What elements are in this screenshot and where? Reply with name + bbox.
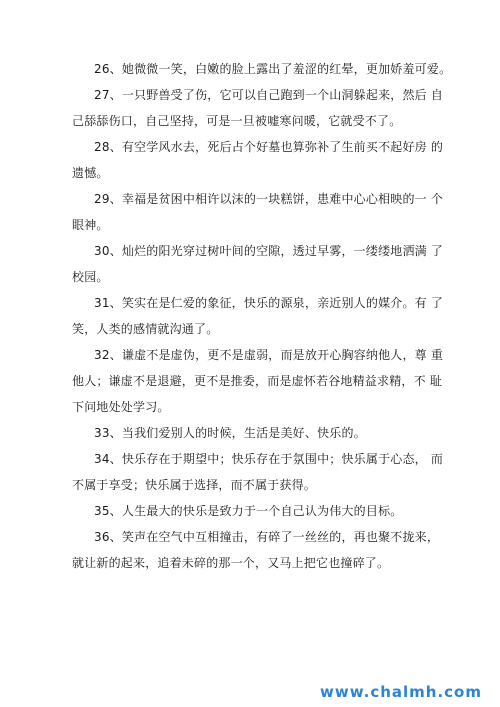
sentence-text: 笑声在空气中互相撞击，有碎了一丝丝的，再也聚不拢来， 就让新的起来，追着未碎的那一个，又马上把它也撞碎了。 [72,530,440,570]
sentence-text: 谦虚不是虚伪，更不是虚弱，而是放开心胸容纳他人，尊 重他人；谦虚不是退避，更不是推委，而是虚怀若谷地精益求精，不 耻下问地处处学习。 [72,348,444,414]
sentence-text: 幸福是贫困中相许以沫的一块糕饼，患难中心心相映的一 个眼神。 [72,192,444,232]
sentence-number: 31 [94,296,110,310]
sentence-text: 当我们爱别人的时候，生活是美好、快乐的。 [121,426,366,440]
sentence-number: 27 [94,88,110,102]
sentence-27: 27、一只野兽受了伤，它可以自己跑到一个山洞躲起来，然后 自己舔舔伤口，自己坚持，可是一旦被嘘寒问暖，它就受不了。 [72,88,444,128]
sentence-number: 32 [94,348,110,362]
sentence-text: 笑实在是仁爱的象征，快乐的源泉，亲近别人的媒介。有 了笑，人类的感情就沟通了。 [72,296,444,336]
sentence-33: 33、当我们爱别人的时候，生活是美好、快乐的。 [94,426,366,440]
sentence-number: 35 [94,504,110,518]
sentence-32: 32、谦虚不是虚伪，更不是虚弱，而是放开心胸容纳他人，尊 重他人；谦虚不是退避，更不是推委，而是虚怀若谷地精益求精，不 耻下问地处处学习。 [72,348,444,414]
sentence-35: 35、人生最大的快乐是致力于一个自己认为伟大的目标。 [94,504,403,518]
sentence-number: 36 [94,530,110,544]
sentence-28: 28、有空学风水去，死后占个好墓也算弥补了生前买不起好房 的遗憾。 [72,140,444,180]
sentence-29: 29、幸福是贫困中相许以沫的一块糕饼，患难中心心相映的一 个眼神。 [72,192,444,232]
sentence-30: 30、灿烂的阳光穿过树叶间的空隙，透过早雾，一缕缕地洒满 了校园。 [72,244,444,284]
sentence-number: 29 [94,192,110,206]
sentence-text: 人生最大的快乐是致力于一个自己认为伟大的目标。 [121,504,403,518]
sentence-36: 36、笑声在空气中互相撞击，有碎了一丝丝的，再也聚不拢来， 就让新的起来，追着未碎的那一个，又马上把它也撞碎了。 [72,530,440,570]
sentence-text: 一只野兽受了伤，它可以自己跑到一个山洞躲起来，然后 自己舔舔伤口，自己坚持，可是一旦被嘘寒问暖，它就受不了。 [72,88,444,128]
sentence-text: 她微微一笑，白嫩的脸上露出了羞涩的红晕，更加娇羞可爱。 [121,62,452,76]
sentence-text: 有空学风水去，死后占个好墓也算弥补了生前买不起好房 的遗憾。 [72,140,444,180]
site-watermark: www.chalmh.com [320,683,482,701]
sentence-26: 26、她微微一笑，白嫩的脸上露出了羞涩的红晕，更加娇羞可爱。 [94,62,452,76]
sentence-number: 26 [94,62,110,76]
sentence-number: 33 [94,426,110,440]
sentence-number: 30 [94,244,110,258]
sentence-text: 灿烂的阳光穿过树叶间的空隙，透过早雾，一缕缕地洒满 了校园。 [72,244,444,284]
sentence-number: 28 [94,140,110,154]
sentence-number: 34 [94,452,110,466]
sentence-31: 31、笑实在是仁爱的象征，快乐的源泉，亲近别人的媒介。有 了笑，人类的感情就沟通了。 [72,296,444,336]
sentence-34: 34、快乐存在于期望中；快乐存在于氛围中；快乐属于心态， 而不属于享受；快乐属于选择，而不属于获得。 [72,452,444,492]
sentence-text: 快乐存在于期望中；快乐存在于氛围中；快乐属于心态， 而不属于享受；快乐属于选择，而不属于获得。 [72,452,444,492]
sentence-list [72,56,452,576]
